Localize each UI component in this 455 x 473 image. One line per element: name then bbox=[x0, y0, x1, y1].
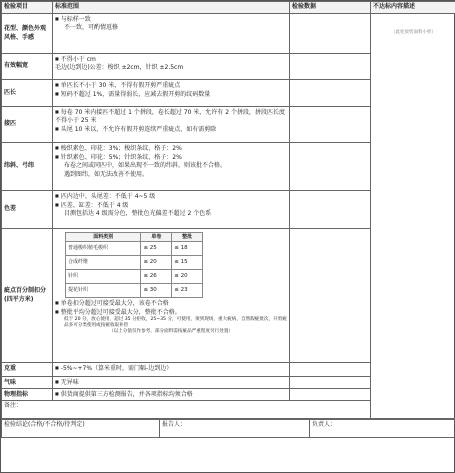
data-cell[interactable] bbox=[290, 229, 371, 363]
item-label: 花型、颜色外观风格、手感 bbox=[2, 14, 53, 54]
defect-single: ≤ 26 bbox=[141, 270, 172, 284]
standard-cell bbox=[53, 377, 290, 389]
standard-cell bbox=[53, 107, 290, 143]
remark-label: 备注： bbox=[4, 402, 23, 410]
standard-line: ■ 针织素色、印花：5%；针织条纹、格子：2% bbox=[55, 153, 287, 162]
defect-row bbox=[66, 270, 203, 284]
defect-header: 整批 bbox=[172, 233, 203, 242]
standard-line: ■ 匹差、缸差：不低于 4 级 bbox=[55, 201, 287, 210]
standard-line: 布卷之间或同匹中，如果出现不一致的纬斜，则该批不合格。 bbox=[64, 162, 227, 170]
header-row bbox=[2, 2, 455, 14]
defect-row bbox=[66, 284, 203, 298]
inspection-table bbox=[1, 1, 455, 419]
standard-line: ■ 整批平均分超过可接受最大分，整批不合格。 bbox=[55, 308, 287, 317]
data-cell[interactable] bbox=[290, 377, 371, 389]
standard-line: （以上分值仅作参考，部分面料需按疵品严重程度另行处置） bbox=[108, 329, 234, 335]
defect-batch: ≤ 23 bbox=[172, 284, 203, 298]
standard-line: ■ 单卷扣分超过可接受最大分，该卷不合格 bbox=[55, 299, 287, 308]
data-cell[interactable] bbox=[290, 363, 371, 377]
defect-row bbox=[66, 256, 203, 270]
standard-line: ■ 与标样一致 bbox=[55, 15, 287, 24]
item-label: 疵点百分制扣分(四平方米) bbox=[2, 229, 53, 363]
defect-header: 面料类别 bbox=[66, 233, 141, 242]
standard-line: 遇到图纬，如无法改善不使用。 bbox=[64, 170, 149, 178]
defect-points-table bbox=[65, 232, 203, 298]
standard-cell bbox=[53, 143, 290, 191]
data-cell[interactable] bbox=[290, 107, 371, 143]
header-item: 检验项目 bbox=[2, 2, 53, 14]
footer-table bbox=[1, 419, 455, 438]
defect-category: 普通梭织植毛梭织 bbox=[66, 242, 141, 256]
data-cell[interactable] bbox=[290, 389, 371, 401]
standard-line: ■ 单匹长不小于 30 米，不得有假开剪严重疵点 bbox=[55, 81, 287, 90]
defect-single: ≤ 30 bbox=[141, 284, 172, 298]
item-label: 克重 bbox=[2, 363, 53, 377]
defect-category: 提花针织 bbox=[66, 284, 141, 298]
owner-cell[interactable] bbox=[310, 420, 455, 438]
standard-line: ■ 供货商提供第三方检测报告，并各项指标均须合格 bbox=[55, 390, 287, 399]
data-cell[interactable] bbox=[290, 14, 371, 54]
conclusion-label: 检验结论(合格/不合格/待判定) bbox=[4, 421, 85, 429]
row-appearance bbox=[2, 14, 455, 54]
defect-row bbox=[66, 242, 203, 256]
defect-category: 针织 bbox=[66, 270, 141, 284]
defect-single: ≤ 25 bbox=[141, 242, 172, 256]
reporter-cell[interactable] bbox=[160, 420, 310, 438]
header-issues: 不达标内容描述 bbox=[371, 2, 455, 14]
standard-line: ■ 短码不超过 1%，需量得弱长，应减去假开剪的纹码数量 bbox=[55, 90, 287, 99]
standard-cell bbox=[53, 54, 290, 80]
item-label: 有效幅宽 bbox=[2, 54, 53, 80]
standard-line: 毛边(边到边)公差：梭织 ±2cm，针织 ±2.5cm bbox=[55, 64, 184, 72]
standard-cell bbox=[53, 80, 290, 107]
item-label: 色差 bbox=[2, 191, 53, 229]
defect-header-row bbox=[66, 233, 203, 242]
standard-cell bbox=[53, 191, 290, 229]
data-cell[interactable] bbox=[290, 54, 371, 80]
defect-batch: ≤ 15 bbox=[172, 256, 203, 270]
reporter-label: 报告人： bbox=[162, 421, 187, 429]
defect-batch: ≤ 20 bbox=[172, 270, 203, 284]
standard-line: 目测包括达 4 级需分色，整批色光偏差不超过 2 个色系 bbox=[64, 210, 212, 218]
header-standard: 标准范围 bbox=[53, 2, 290, 14]
standard-cell bbox=[53, 389, 290, 401]
item-label: 物理指标 bbox=[2, 389, 53, 401]
standard-line: ■ 每卷 70 米内接匹不超过 1 个拼段，卷长超过 70 米，允许有 2 个拼段，拼段匹长度不得小于 25 米 bbox=[55, 108, 287, 125]
defect-batch: ≤ 18 bbox=[172, 242, 203, 256]
defect-category: 合成纤维 bbox=[66, 256, 141, 270]
header-data: 检验数据 bbox=[290, 2, 371, 14]
item-label: 匹长 bbox=[2, 80, 53, 107]
standard-line: 不一致，可酌情返修 bbox=[64, 24, 119, 32]
standard-line: 低于 20 分，放心使用，超过 35 分拒收，25~35 分，可使用，须到现场，重大疵病，自然瑕疵批次，开剪疵品多可分类使用或按疵收取补偿 bbox=[64, 317, 287, 329]
item-label: 纬斜、弓纬 bbox=[2, 143, 53, 191]
signature-row bbox=[2, 420, 455, 438]
issues-cell[interactable] bbox=[371, 14, 455, 419]
standard-cell bbox=[53, 363, 290, 377]
conclusion-cell[interactable] bbox=[2, 420, 160, 438]
data-cell[interactable] bbox=[290, 191, 371, 229]
standard-line: ■ 匹内边中、头尾差：不低于 4~5 级 bbox=[55, 192, 287, 201]
standard-line: ■ 头尾 10 米以，不允许有假开剪连续严重疵点，如有需剪除 bbox=[55, 125, 287, 134]
data-cell[interactable] bbox=[290, 143, 371, 191]
data-cell[interactable] bbox=[290, 80, 371, 107]
item-label: 接匹 bbox=[2, 107, 53, 143]
sample-stamp: （此处放剪面料小样） bbox=[391, 30, 436, 35]
standard-line: ■ -5%~+7%（算米重时，需门幅-边到边） bbox=[55, 364, 287, 373]
standard-line: ■ 无异味 bbox=[55, 378, 287, 387]
defect-single: ≤ 20 bbox=[141, 256, 172, 270]
standard-cell bbox=[53, 14, 290, 54]
owner-label: 负责人： bbox=[312, 421, 337, 429]
standard-line: ■ 不得小于 cm bbox=[55, 55, 287, 64]
standard-cell bbox=[53, 229, 290, 363]
remark-cell[interactable] bbox=[2, 401, 371, 419]
defect-header: 单卷 bbox=[141, 233, 172, 242]
item-label: 气味 bbox=[2, 377, 53, 389]
standard-line: ■ 梭织素色、印花：3%；梭织条纹、格子：2% bbox=[55, 144, 287, 153]
